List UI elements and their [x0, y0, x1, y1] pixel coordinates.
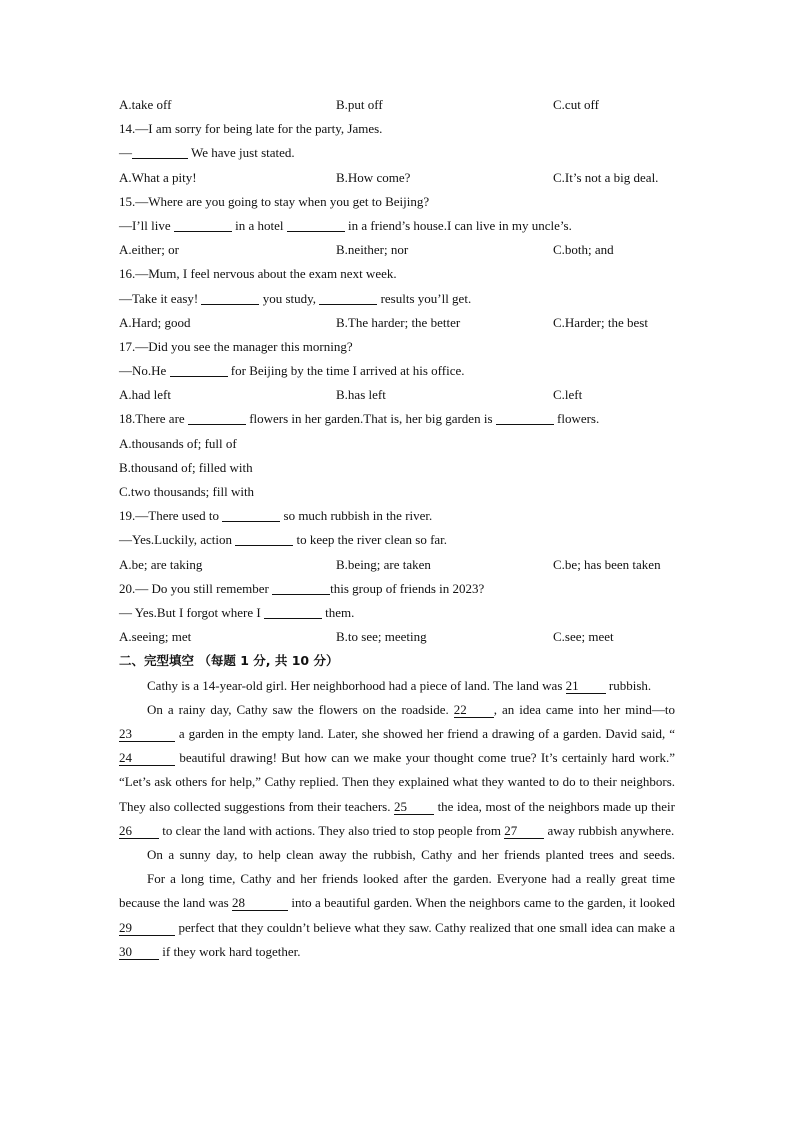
- cloze-blank-29: 29: [119, 920, 175, 936]
- option-a: A.be; are taking: [119, 556, 203, 572]
- reply-prefix: —: [119, 145, 132, 161]
- passage-text: rubbish.: [605, 677, 652, 693]
- q16-reply: [119, 287, 675, 311]
- reply-text: them.: [321, 604, 355, 620]
- reply-text: for Beijing by the time I arrived at his office.: [227, 363, 465, 379]
- cloze-blank-23: 23: [119, 726, 175, 742]
- passage-text: For a long time, Cathy and her friends looked after the garden. Everyone had a really great time because the land was: [119, 871, 675, 911]
- passage-text: if they work hard together.: [159, 943, 301, 959]
- answer-blank: [319, 290, 377, 305]
- option-b: B.neither; nor: [336, 242, 409, 258]
- q14-options: [119, 166, 675, 190]
- option-a: A.What a pity!: [119, 169, 197, 185]
- passage-text: into a beautiful garden. When the neighbors came to the garden, it looked: [288, 895, 675, 911]
- option-b: B.put off: [336, 97, 383, 112]
- exam-page: [119, 93, 675, 964]
- passage-text: On a rainy day, Cathy saw the flowers on the roadside.: [147, 701, 454, 717]
- q15-options: [119, 238, 675, 262]
- cloze-blank-21: 21: [566, 678, 606, 694]
- stem-text: this group of friends in 2023?: [330, 580, 485, 596]
- passage-paragraph-1: [119, 674, 675, 698]
- reply-text: We have just stated.: [188, 145, 295, 161]
- passage-paragraph-2: [119, 698, 675, 843]
- reply-text: — Yes.But I forgot where I: [119, 604, 264, 620]
- option-b: B.has left: [336, 387, 386, 403]
- q18-stem: [119, 407, 675, 431]
- answer-blank: [272, 580, 330, 595]
- answer-blank: [264, 604, 322, 619]
- q14-stem: 14.—I am sorry for being late for the party, James.: [119, 121, 383, 137]
- reply-text: in a hotel: [231, 217, 287, 233]
- stem-text: 20.— Do you still remember: [119, 580, 273, 596]
- option-a: A.thousands of; full of: [119, 435, 237, 451]
- passage-text: Cathy is a 14-year-old girl. Her neighborhood had a piece of land. The land was: [147, 677, 566, 693]
- option-b: B.being; are taken: [336, 556, 431, 572]
- answer-blank: [222, 507, 280, 522]
- answer-blank: [132, 144, 188, 159]
- passage-text: to clear the land with actions. They also tried to stop people from: [159, 822, 505, 838]
- cloze-blank-24: 24: [119, 750, 175, 766]
- reply-text: you study,: [259, 290, 320, 306]
- passage-paragraph-3: On a sunny day, to help clean away the rubbish, Cathy and her friends planted trees and seeds.: [147, 846, 675, 862]
- q14-reply: [119, 141, 675, 165]
- q20-stem: [119, 577, 675, 601]
- stem-text: flowers.: [553, 411, 600, 427]
- q20-options: [119, 625, 675, 649]
- option-a: A.had left: [119, 387, 171, 403]
- cloze-blank-25: 25: [394, 799, 434, 815]
- answer-blank: [235, 531, 293, 546]
- reply-text: —I’ll live: [119, 217, 174, 233]
- stem-text: flowers in her garden.That is, her big garden is: [245, 411, 496, 427]
- q17-stem: 17.—Did you see the manager this morning?: [119, 338, 353, 354]
- option-c: C.It’s not a big deal.: [553, 169, 659, 185]
- answer-blank: [170, 362, 228, 377]
- q19-reply: [119, 528, 675, 552]
- stem-text: 19.—There used to: [119, 508, 223, 524]
- passage-text: the idea, most of the neighbors made up their: [434, 798, 675, 814]
- reply-text: in a friend’s house.I can live in my uncle’s.: [344, 217, 572, 233]
- reply-text: results you’ll get.: [377, 290, 472, 306]
- section-title: 二、完型填空 （每题 1 分, 共 10 分）: [119, 653, 339, 669]
- reply-text: to keep the river clean so far.: [293, 532, 448, 548]
- cloze-blank-27: 27: [504, 823, 544, 839]
- answer-blank: [287, 217, 345, 232]
- q19-stem: [119, 504, 675, 528]
- option-a: A.Hard; good: [119, 314, 191, 330]
- reply-text: —Yes.Luckily, action: [119, 532, 236, 548]
- option-c: C.cut off: [553, 97, 599, 112]
- passage-text: away rubbish anywhere.: [544, 822, 675, 838]
- passage-text: perfect that they couldn’t believe what they saw. Cathy realized that one small idea can make a: [175, 919, 675, 935]
- option-c: C.be; has been taken: [553, 556, 661, 572]
- answer-blank: [188, 410, 246, 425]
- answer-blank: [496, 410, 554, 425]
- option-b: B.thousand of; filled with: [119, 459, 253, 475]
- stem-text: 18.There are: [119, 411, 188, 427]
- option-c: C.both; and: [553, 242, 614, 258]
- q13-options: [119, 93, 675, 117]
- reply-text: —No.He: [119, 363, 170, 379]
- q19-options: [119, 553, 675, 577]
- q17-options: [119, 383, 675, 407]
- option-a: A.seeing; met: [119, 629, 192, 645]
- option-b: B.The harder; the better: [336, 314, 461, 330]
- q16-stem: 16.—Mum, I feel nervous about the exam next week.: [119, 266, 397, 282]
- passage-paragraph-4: [119, 867, 675, 964]
- option-c: C.Harder; the best: [553, 314, 648, 330]
- option-a: A.take off: [119, 97, 172, 112]
- cloze-blank-26: 26: [119, 823, 159, 839]
- q15-reply: [119, 214, 675, 238]
- q16-options: [119, 311, 675, 335]
- option-b: B.to see; meeting: [336, 629, 427, 645]
- option-c: C.left: [553, 387, 583, 403]
- reply-text: —Take it easy!: [119, 290, 202, 306]
- q15-stem: 15.—Where are you going to stay when you get to Beijing?: [119, 193, 430, 209]
- option-c: C.two thousands; fill with: [119, 484, 255, 499]
- option-c: C.see; meet: [553, 629, 614, 645]
- stem-text: so much rubbish in the river.: [280, 508, 433, 524]
- passage-text: , an idea came into her mind—to: [493, 701, 675, 717]
- passage-text: a garden in the empty land. Later, she showed her friend a drawing of a garden. David said, “: [175, 725, 675, 741]
- q20-reply: [119, 601, 675, 625]
- option-a: A.either; or: [119, 242, 179, 258]
- passage-text: beautiful drawing! But how can we make your thought come true? It’s certainly hard work.” “Let’s ask others for help,” Cathy replied. Then they explained what they wanted to do to their neighbors. They also collected suggestions from their teachers.: [119, 750, 675, 814]
- answer-blank: [201, 290, 259, 305]
- answer-blank: [174, 217, 232, 232]
- cloze-blank-30: 30: [119, 944, 159, 960]
- option-b: B.How come?: [336, 169, 411, 185]
- cloze-blank-28: 28: [232, 895, 288, 911]
- q17-reply: [119, 359, 675, 383]
- cloze-blank-22: 22: [454, 702, 494, 718]
